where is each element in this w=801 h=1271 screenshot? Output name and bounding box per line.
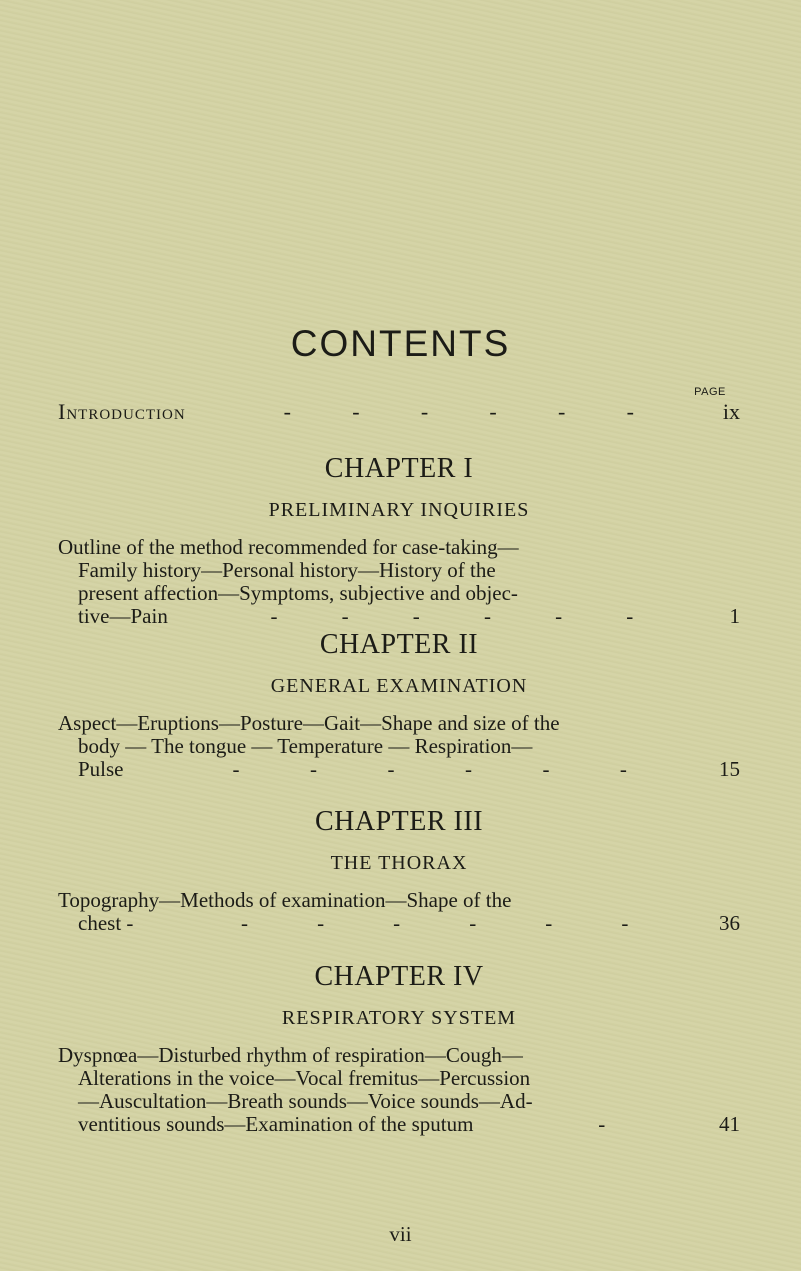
page-number: 36 <box>719 911 740 935</box>
entry-line: body — The tongue — Temperature — Respiration— <box>78 734 533 758</box>
entry-last-line <box>58 605 740 628</box>
dot-leader <box>186 398 710 426</box>
chapter-subtitle: THE THORAX <box>330 852 468 874</box>
page-number: 41 <box>719 1112 740 1136</box>
introduction-entry <box>58 398 740 426</box>
leader-dash: - <box>240 911 248 935</box>
leader-dash: - <box>483 604 491 628</box>
chapter-heading: CHAPTER III <box>314 806 484 837</box>
contents-title: CONTENTS <box>290 323 511 364</box>
entry-line: —Auscultation—Breath sounds—Voice sounds—Ad- <box>78 1089 533 1113</box>
chapter-subtitle: RESPIRATORY SYSTEM <box>281 1007 517 1029</box>
chapter-heading: CHAPTER I <box>324 453 474 484</box>
page-number: ix <box>722 399 740 424</box>
entry-line: chest - <box>78 911 134 935</box>
leader-dash: - <box>626 604 634 628</box>
chapter-entry <box>58 889 740 935</box>
leader-dash: - <box>464 757 472 781</box>
chapter-subtitle: GENERAL EXAMINATION <box>270 675 528 697</box>
entry-line: Alterations in the voice—Vocal fremitus—Percussion <box>78 1066 531 1090</box>
chapter-heading: CHAPTER II <box>319 629 479 660</box>
entry-line: Aspect—Eruptions—Posture—Gait—Shape and size of the <box>58 711 560 735</box>
chapter-entry <box>58 536 740 628</box>
chapter-entry <box>58 1044 740 1136</box>
entry-line: tive—Pain <box>78 604 168 628</box>
leader-dash: - <box>598 1112 606 1136</box>
entry-line: Dyspnœa—Disturbed rhythm of respiration—Cough— <box>58 1043 523 1067</box>
leader-dash: - <box>317 911 325 935</box>
leader-dash: - <box>420 399 429 424</box>
entry-last-line <box>58 1113 740 1136</box>
leader-dash: - <box>489 399 497 424</box>
leader-dash: - <box>619 757 627 781</box>
entry-line: Pulse <box>78 757 124 781</box>
leader-dash: - <box>393 911 401 935</box>
entry-line: Outline of the method recommended for case-taking— <box>58 535 519 559</box>
entry-last-line <box>58 758 740 781</box>
dot-leader <box>168 605 710 628</box>
leader-dash: - <box>387 757 395 781</box>
leader-dash: - <box>555 604 563 628</box>
leader-dash: - <box>545 911 553 935</box>
leader-dash: - <box>542 757 550 781</box>
chapter-subtitle: PRELIMINARY INQUIRIES <box>268 499 530 521</box>
dot-leader <box>124 758 710 781</box>
chapter-entry <box>58 712 740 781</box>
page-number: 15 <box>719 757 740 781</box>
introduction-title: Introduction <box>58 399 186 424</box>
chapter-4 <box>58 960 740 1136</box>
chapter-heading: CHAPTER IV <box>314 961 484 992</box>
leader-dash: - <box>412 604 420 628</box>
leader-dash: - <box>309 757 317 781</box>
leader-dash: - <box>270 604 278 628</box>
page-number: 1 <box>729 604 740 628</box>
leader-dash: - <box>232 757 240 781</box>
chapter-3 <box>58 805 740 935</box>
leader-dash: - <box>341 604 349 628</box>
entry-line: Family history—Personal history—History of the <box>78 558 496 582</box>
entry-line: Topography—Methods of examination—Shape of the <box>58 888 512 912</box>
leader-dash: - <box>558 399 566 424</box>
leader-dash: - <box>283 399 291 424</box>
chapter-1 <box>58 452 740 628</box>
entry-line: ventitious sounds—Examination of the sputum <box>78 1112 474 1136</box>
entry-line: present affection—Symptoms, subjective and objec- <box>78 581 518 605</box>
leader-dash: - <box>621 911 629 935</box>
entry-last-line <box>58 912 740 935</box>
page-column-label: PAGE <box>694 386 726 398</box>
dot-leader <box>133 912 710 935</box>
leader-dash: - <box>626 399 634 424</box>
dot-leader <box>473 1113 710 1136</box>
leader-dash: - <box>352 399 360 424</box>
chapter-2 <box>58 628 740 781</box>
leader-dash: - <box>469 911 477 935</box>
folio-page-number: vii <box>389 1222 412 1246</box>
